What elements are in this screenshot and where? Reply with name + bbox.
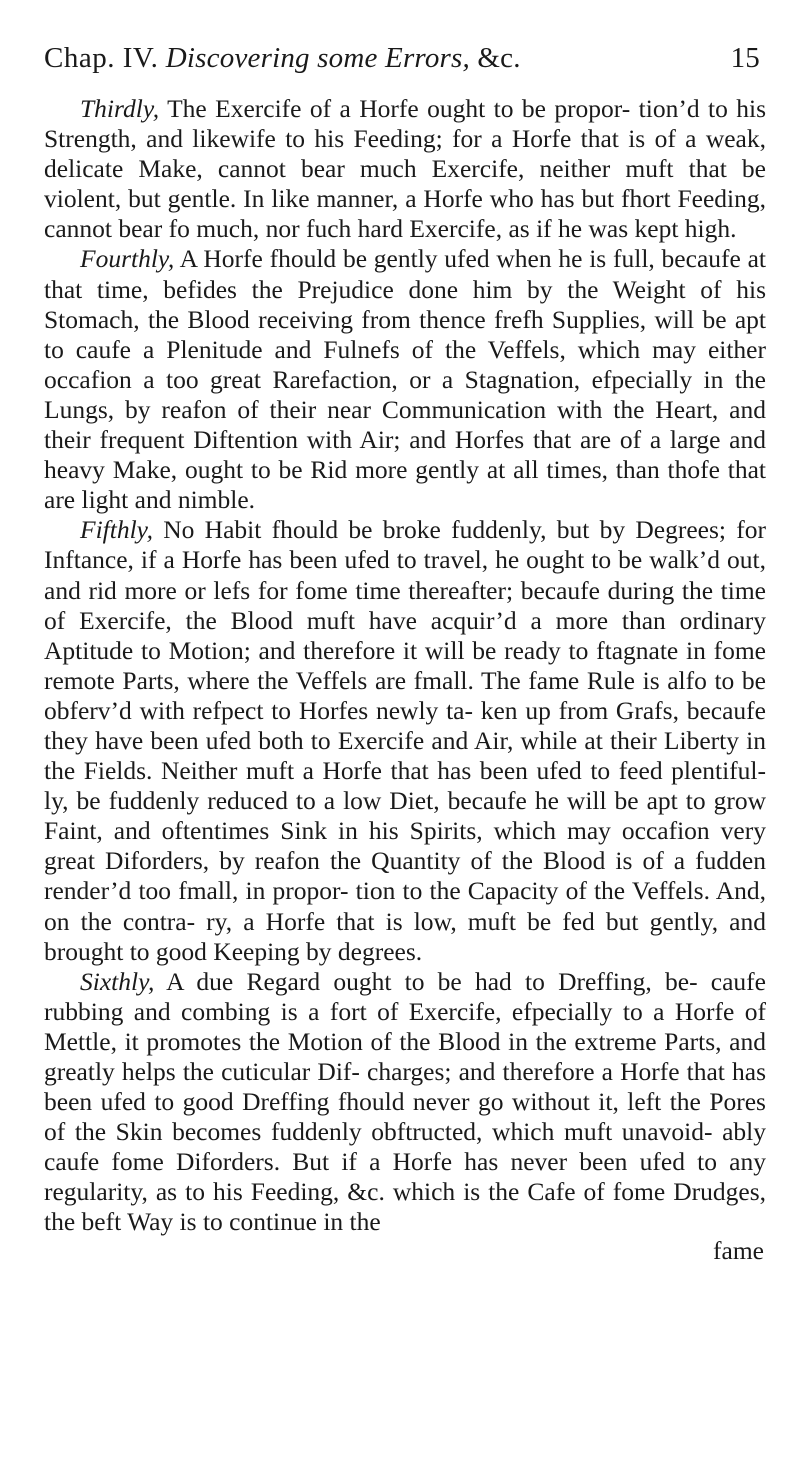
paragraph-text: The Exercife of a Horfe ought to be propor- tion’d to his Strength, and likewife to his Feeding; for a Horfe that is of a weak, delicate Make, cannot bear much Exercife, neither muft that be violent, but gentle. In like manner, a Horfe who has but fhort Feeding, cannot bear fo much, nor fuch hard Exercife, as if he was kept high. [44,94,766,244]
chapter-label: Chap. IV. [44,42,159,74]
paragraph-lead: Fifthly, [80,515,153,545]
paragraph-text: No Habit fhould be broke fuddenly, but by Degrees; for Inftance, if a Horfe has been ufed to travel, he ought to be walk’d out, and rid more or lefs for fome time thereafter; becaufe during the time of Exercife, the Blood muft have acquir’d a more than ordinary Aptitude to Motion; and therefore it will be ready to ftagnate in fome remote Parts, where the Veffels are fmall. The fame Rule is alfo to be obferv’d with refpect to Horfes newly ta- ken up from Grafs, becaufe they have been ufed both to Exercife and Air, while at their Liberty in the Fields. Neither muft a Horfe that has been ufed to feed plentiful- ly, be fuddenly reduced to a low Diet, becaufe he will be apt to grow Faint, and oftentimes Sink in his Spirits, which may occafion very great Diforders, by reafon the Quantity of the Blood is of a fudden render’d too fmall, in propor- tion to the Capacity of the Veffels. And, on the contra- ry, a Horfe that is low, muft be fed but gently, and brought to good Keeping by degrees. [44,515,766,966]
catchword: fame [713,1235,764,1265]
paragraph-text: A due Regard ought to be had to Dreffing, be- caufe rubbing and combing is a fort of Exercife, efpecially to a Horfe of Mettle, it promotes the Motion of the Blood in the extreme Parts, and greatly helps the cuticular Dif- charges; and therefore a Horfe that has been ufed to good Dreffing fhould never go without it, left the Pores of the Skin becomes fuddenly obftructed, which muft unavoid- ably caufe fome Diforders. But if a Horfe has never been ufed to any regularity, as to his Feeding, &c. which is the Cafe of fome Drudges, the beft Way is to continue in the [44,966,766,1237]
book-page [44,40,766,1264]
running-head [44,40,766,80]
paragraph-text: A Horfe fhould be gently ufed when he is full, becaufe at that time, befides the Prejudice done him by the Weight of his Stomach, the Blood receiving from thence frefh Supplies, will be apt to caufe a Plenitude and Fulnefs of the Veffels, which may either occafion a too great Rarefaction, or a Stagnation, efpecially in the Lungs, by reafon of their near Communication with the Heart, and their frequent Diftention with Air; and Horfes that are of a large and heavy Make, ought to be Rid more gently at all times, than thofe that are light and nimble. [44,244,766,515]
paragraph-lead: Fourthly, [80,244,175,274]
paragraph-lead: Sixthly, [80,966,155,996]
paragraph-fifthly [44,515,766,966]
body-text [44,94,766,1264]
paragraph-thirdly [44,94,766,244]
paragraph-sixthly [44,967,766,1238]
paragraph-fourthly [44,244,766,515]
chapter-title: Discovering some Errors, [165,42,470,74]
chapter-title-etc: &c. [477,42,521,74]
paragraph-lead: Thirdly, [80,94,160,123]
page-number: 15 [730,42,760,74]
